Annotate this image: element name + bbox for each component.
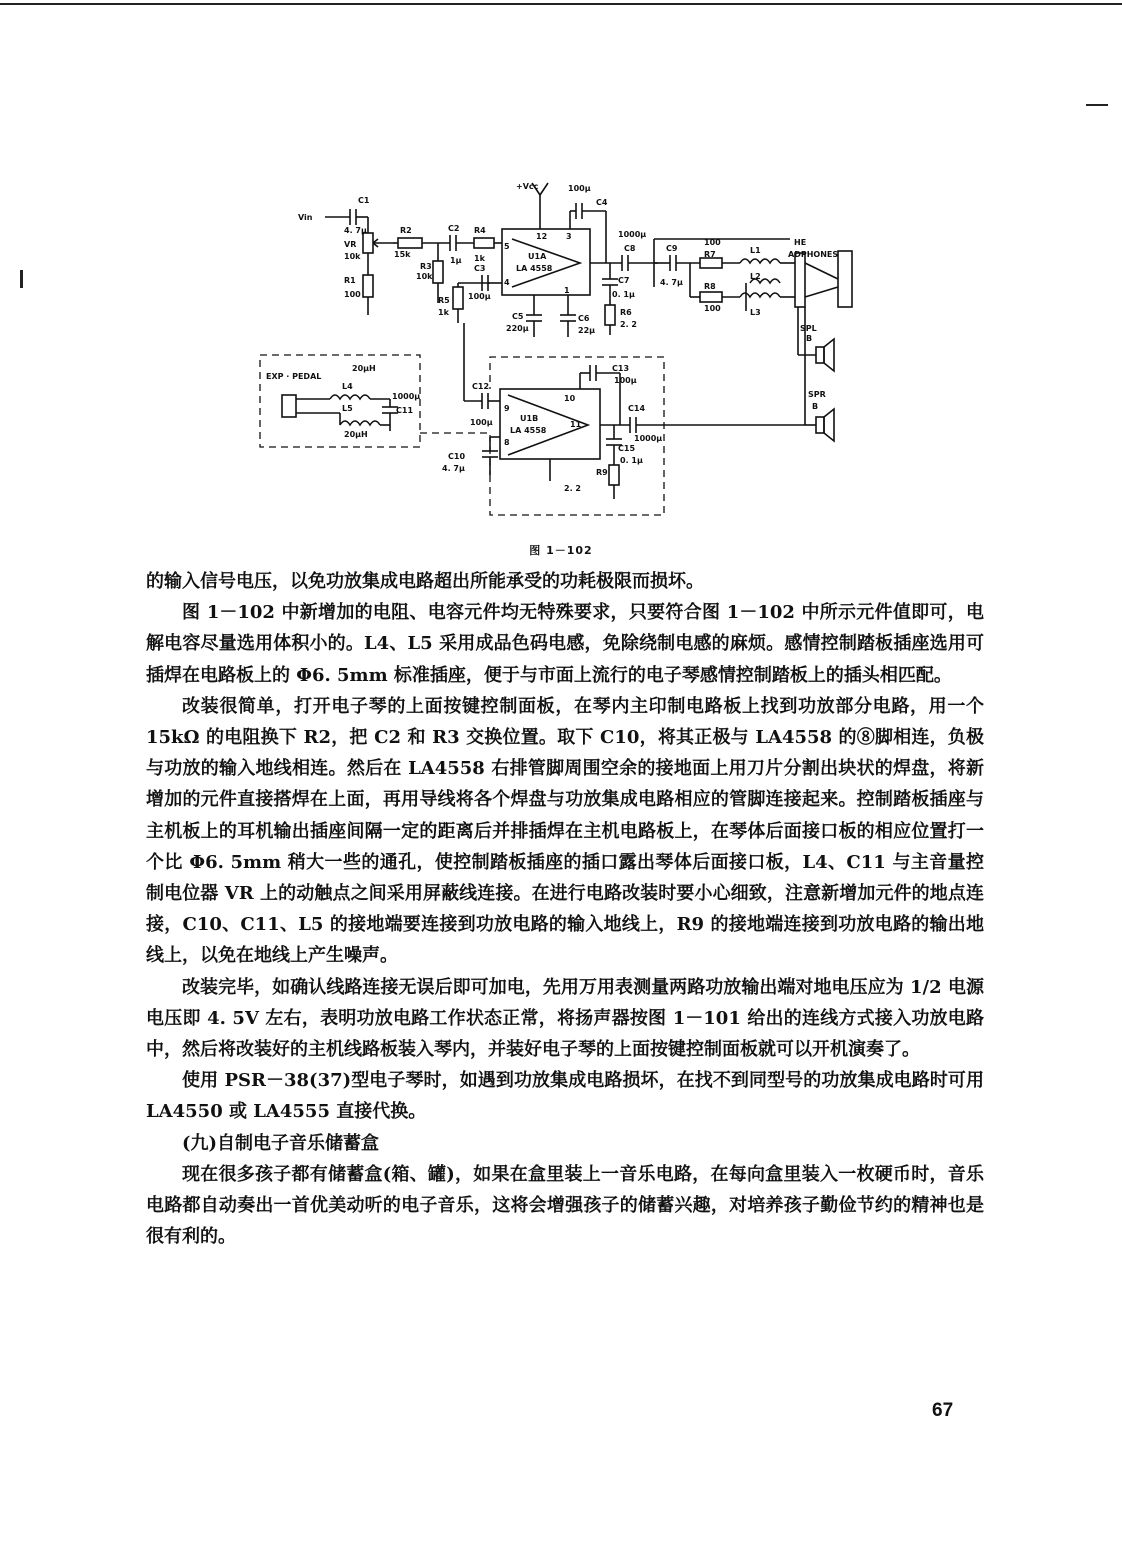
label-l4: L4 bbox=[342, 382, 353, 391]
circuit-diagram bbox=[250, 175, 870, 523]
label-r6: R6 bbox=[620, 308, 632, 317]
label-l2: L2 bbox=[750, 272, 761, 281]
label-l5: L5 bbox=[342, 404, 353, 413]
label-l5-value: 20μH bbox=[344, 430, 368, 439]
label-c4: C4 bbox=[596, 198, 608, 207]
label-pin10: 10 bbox=[564, 394, 576, 403]
label-c1-value: 4. 7μ bbox=[344, 226, 367, 235]
label-vr: VR bbox=[344, 240, 357, 249]
label-c1: C1 bbox=[358, 196, 370, 205]
top-edge-line bbox=[0, 3, 1122, 5]
label-c14: C14 bbox=[628, 404, 646, 413]
paragraph-4: 改装完毕，如确认线路连接无误后即可加电，先用万用表测量两路功放输出端对地电压应为 1/2 电源电压即 4. 5V 左右，表明功放电路工作状态正常，将扬声器按图 1－101 给出的连线方式接入功放电路中，然后将改装好的主机线路板装入琴内，并装好电子琴的上面按键控制面板就可以开机演奏了。 bbox=[146, 976, 984, 1061]
label-u1b: U1B bbox=[520, 414, 539, 423]
label-c4-value: 100μ bbox=[568, 184, 591, 193]
label-headphones-1: HE bbox=[794, 238, 807, 247]
label-l4-value: 20μH bbox=[352, 364, 376, 373]
label-pin9: 9 bbox=[504, 404, 510, 413]
label-c12: C12 bbox=[472, 382, 490, 391]
label-c9: C9 bbox=[666, 244, 678, 253]
label-c10: C10 bbox=[448, 452, 466, 461]
label-vin: Vin bbox=[298, 213, 313, 222]
label-c13-value: 100μ bbox=[614, 376, 637, 385]
label-c11-value: 1000μ bbox=[392, 392, 421, 401]
label-c2: C2 bbox=[448, 224, 460, 233]
label-c8: C8 bbox=[624, 244, 636, 253]
paragraph-6: 现在很多孩子都有储蓄盒(箱、罐)，如果在盒里装上一音乐电路，在每向盒里装入一枚硬币时，音乐电路都自动奏出一首优美动听的电子音乐，这将会增强孩子的储蓄兴趣，对培养孩子勤俭节约的精神也是很有利的。 bbox=[146, 1163, 984, 1248]
label-r4-value: 1k bbox=[474, 254, 485, 263]
label-c5-value: 220μ bbox=[506, 324, 529, 333]
label-r5: R5 bbox=[438, 296, 450, 305]
label-pin12: 12 bbox=[536, 232, 548, 241]
label-c6: C6 bbox=[578, 314, 590, 323]
label-c3: C3 bbox=[474, 264, 486, 273]
label-c3-value: 100μ bbox=[468, 292, 491, 301]
label-spr: SPR bbox=[808, 390, 826, 399]
paragraph-5: 使用 PSR－38(37)型电子琴时，如遇到功放集成电路损坏，在找不到同型号的功放集成电路时可用 LA4550 或 LA4555 直接代换。 bbox=[146, 1070, 984, 1123]
paragraph-3: 改装很简单，打开电子琴的上面按键控制面板，在琴内主印制电路板上找到功放部分电路，用一个 15kΩ 的电阻换下 R2，把 C2 和 R3 交换位置。取下 C10，将其正极与 LA4558 的⑧脚相连，负极与功放的输入地线相连。然后在 LA4558 右排管脚周围空余的接地面上用刀片分割出块状的焊盘，将新增加的元件直接搭焊在上面，再用导线将各个焊盘与功放集成电路相应的管脚连接起来。控制踏板插座与主机板上的耳机输出插座间隔一定的距离后并排插焊在主机电路板上，在琴体后面接口板的相应位置打一个比 Φ6. 5mm 稍大一些的通孔，使控制踏板插座的插口露出琴体后面接口板，L4、C11 与主音量控制电位器 VR 上的动触点之间采用屏蔽线连接。在进行电路改装时要小心细致，注意新增加元件的地点连接，C10、C11、L5 的接地端要连接到功放电路的输入地线上，R9 的接地端连接到功放电路的输出地线上，以免在地线上产生噪声。 bbox=[146, 695, 984, 967]
label-r6-value: 2. 2 bbox=[620, 320, 637, 329]
label-c7-value: 0. 1μ bbox=[612, 290, 635, 299]
label-c7: C7 bbox=[618, 276, 630, 285]
label-c8-value: 1000μ bbox=[618, 230, 647, 239]
label-u1a-part: LA 4558 bbox=[516, 264, 553, 273]
label-pin8: 8 bbox=[504, 438, 510, 447]
label-pin3: 3 bbox=[566, 232, 572, 241]
label-c11: C11 bbox=[396, 406, 414, 415]
label-r7-value: 100 bbox=[704, 238, 721, 247]
label-spl: SPL bbox=[800, 324, 817, 333]
label-c14-value: 1000μ bbox=[634, 434, 663, 443]
label-pin11: 11 bbox=[570, 420, 582, 429]
label-l3: L3 bbox=[750, 308, 761, 317]
label-r4: R4 bbox=[474, 226, 486, 235]
label-pin4: 4 bbox=[504, 278, 510, 287]
label-pin5: 5 bbox=[504, 242, 510, 251]
label-spr-b: B bbox=[812, 402, 819, 411]
label-exp-pedal: EXP · PEDAL bbox=[266, 372, 322, 381]
label-r2-value: 15k bbox=[394, 250, 411, 259]
label-l1: L1 bbox=[750, 246, 761, 255]
paragraph-2: 图 1－102 中新增加的电阻、电容元件均无特殊要求，只要符合图 1－102 中所示元件值即可，电解电容尽量选用体积小的。L4、L5 采用成品色码电感，免除绕制电感的麻烦。感情控制踏板插座选用可插焊在电路板上的 Φ6. 5mm 标准插座，便于与市面上流行的电子琴感情控制踏板上的插头相匹配。 bbox=[146, 602, 984, 686]
label-r1-value: 100 bbox=[344, 290, 361, 299]
label-r9-value: 2. 2 bbox=[564, 484, 581, 493]
label-c9-value: 4. 7μ bbox=[660, 278, 683, 287]
label-c12-value: 100μ bbox=[470, 418, 493, 427]
label-r8: R8 bbox=[704, 282, 716, 291]
label-vcc: +Vcc bbox=[516, 182, 539, 191]
label-c15: C15 bbox=[618, 444, 636, 453]
label-r8-value: 100 bbox=[704, 304, 721, 313]
label-r3: R3 bbox=[420, 262, 432, 271]
label-pin1: 1 bbox=[564, 286, 570, 295]
label-c5: C5 bbox=[512, 312, 524, 321]
margin-bar-mark bbox=[20, 270, 23, 288]
label-r3-value: 10k bbox=[416, 272, 433, 281]
section-heading: (九)自制电子音乐储蓄盒 bbox=[182, 1132, 380, 1154]
paragraph-1: 的输入信号电压，以免功放集成电路超出所能承受的功耗极限而损坏。 bbox=[146, 571, 704, 592]
label-u1b-part: LA 4558 bbox=[510, 426, 547, 435]
label-r1: R1 bbox=[344, 276, 356, 285]
label-u1a: U1A bbox=[528, 252, 547, 261]
label-c15-value: 0. 1μ bbox=[620, 456, 643, 465]
label-c10-value: 4. 7μ bbox=[442, 464, 465, 473]
page-number: 67 bbox=[932, 1400, 954, 1421]
label-spl-b: B bbox=[806, 334, 813, 343]
label-c6-value: 22μ bbox=[578, 326, 596, 335]
label-vr-value: 10k bbox=[344, 252, 361, 261]
label-c13: C13 bbox=[612, 364, 630, 373]
margin-dash-mark bbox=[1086, 104, 1108, 106]
body-text bbox=[146, 566, 984, 1252]
label-c2-value: 1μ bbox=[450, 256, 462, 265]
label-r5-value: 1k bbox=[438, 308, 449, 317]
label-r7: R7 bbox=[704, 250, 716, 259]
label-r2: R2 bbox=[400, 226, 412, 235]
label-headphones-2: ADPHONES bbox=[788, 250, 839, 259]
label-r9: R9 bbox=[596, 468, 608, 477]
figure-caption: 图 1－102 bbox=[529, 544, 593, 557]
circuit-diagram-figure bbox=[250, 175, 870, 523]
